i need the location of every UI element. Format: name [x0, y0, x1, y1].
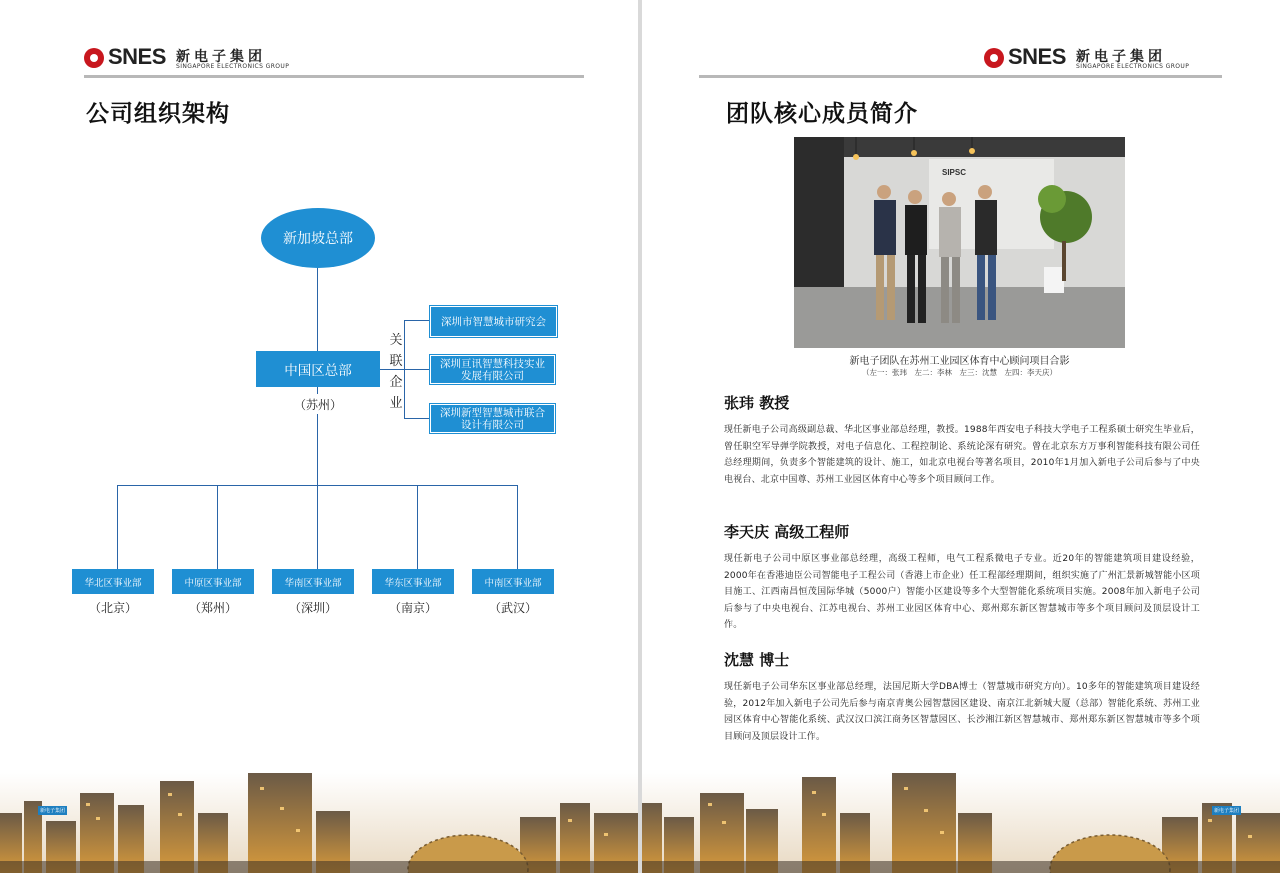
- member-bio: 现任新电子公司高级副总裁、华北区事业部总经理，教授。1988年西安电子科技大学电子工程系硕士研究生毕业后，曾任职空军导弹学院教授，对电子信息化、工程控制论、系统论深有研究。曾在北京东方万事利智能科技有限公司任总经理期间，负责多个智能建筑的设计、施工，如北京电视台等著名项目，2010年1月加入新电子公司后参与了中央电视台、北京中国尊、苏州工业园区体育中心等多个项目顾问工作。: [724, 425, 1200, 485]
- connector-line: [404, 418, 430, 419]
- affiliate-node: 深圳亘讯智慧科技实业发展有限公司: [430, 355, 555, 384]
- brand-name-cn: 新电子集团: [1076, 49, 1166, 65]
- org-node-headquarters: 新加坡总部: [261, 208, 375, 268]
- member-bio: 现任新电子公司华东区事业部总经理，法国尼斯大学DBA博士（智慧城市研究方向）。10多年的智能建筑项目建设经验，2012年加入新电子公司先后参与南京青奥公园智慧园区建设、南京江北新城大厦（总部）智能化系统、苏州工业园区体育中心智能化系统、武汉汉口滨江商务区智慧园区、长沙湘江新区智慧城市、郑州郑东新区智慧城市等多个项目顾问及顶层设计工作。: [724, 682, 1200, 742]
- division-location: （南京）: [388, 601, 437, 615]
- connector-line: [317, 414, 318, 486]
- brand-name-en: SINGAPORE ELECTRONICS GROUP: [1076, 63, 1190, 70]
- page-title: 公司组织架构: [86, 101, 230, 127]
- header-divider: [699, 75, 1222, 78]
- org-node-china-hq: 中国区总部: [256, 351, 380, 387]
- footer-badge: 新电子集团: [1214, 808, 1240, 814]
- photo-sign-text: SIPSC: [942, 168, 967, 177]
- page-title: 团队核心成员简介: [726, 101, 918, 127]
- connector-line: [404, 369, 430, 370]
- division-location: （武汉）: [488, 601, 537, 615]
- city-skyline-image: [642, 773, 1280, 873]
- connector-line: [117, 485, 118, 569]
- footer-badge: 新电子集团: [40, 808, 66, 814]
- connector-line: [317, 268, 318, 351]
- division-node: 华东区事业部: [372, 569, 454, 594]
- brand-name-cn: 新电子集团: [176, 49, 266, 65]
- right-page: [642, 0, 1280, 873]
- affiliates-label: 关联企业: [389, 333, 403, 411]
- connector-line: [317, 387, 318, 394]
- member-name: 李天庆 高级工程师: [724, 523, 850, 541]
- connector-line: [417, 485, 418, 569]
- member-profile: [724, 521, 1200, 634]
- left-page: [0, 0, 638, 873]
- connector-line: [217, 485, 218, 569]
- member-profile: [724, 649, 1200, 745]
- division-node: 华北区事业部: [72, 569, 154, 594]
- affiliate-node: 深圳新型智慧城市联合设计有限公司: [430, 404, 555, 433]
- division-node: 华南区事业部: [272, 569, 354, 594]
- division-location: （北京）: [88, 601, 137, 615]
- division-node: 中南区事业部: [472, 569, 554, 594]
- division-location: （郑州）: [188, 601, 237, 615]
- member-profile: [724, 392, 1200, 488]
- brand-logo-text: SNES: [1008, 44, 1066, 69]
- brand-logo-text: SNES: [108, 44, 166, 69]
- org-chart: [0, 0, 638, 700]
- org-node-china-hq-location: （苏州）: [293, 398, 342, 412]
- division-location: （深圳）: [288, 601, 337, 615]
- connector-line: [517, 485, 518, 569]
- photo-caption-detail: （左一：张玮 左二：李林 左三：沈慧 左四：李天庆）: [862, 368, 1057, 377]
- division-node: 中原区事业部: [172, 569, 254, 594]
- member-name: 张玮 教授: [724, 394, 790, 412]
- connector-line: [404, 320, 430, 321]
- affiliate-node: 深圳市智慧城市研究会: [430, 306, 557, 337]
- team-photo: [794, 137, 1125, 348]
- brand-name-en: SINGAPORE ELECTRONICS GROUP: [176, 63, 290, 70]
- member-name: 沈慧 博士: [724, 651, 790, 669]
- brand-logo-icon: [984, 48, 1004, 68]
- photo-caption: 新电子团队在苏州工业园区体育中心顾问项目合影: [849, 356, 1070, 367]
- city-skyline-image: [0, 773, 638, 873]
- member-bio: 现任新电子公司中原区事业部总经理，高级工程师，电气工程系微电子专业。近20年的智能建筑项目建设经验，2000年在香港迪臣公司智能电子工程公司（香港上市企业）任工程部经理期间，组织实施了广州汇景新城智能小区项目施工、江西南昌恒茂国际华城（5000户）智能小区建设等多个大型智能化系统项目实施。2008年加入新电子公司后参与了中央电视台、江苏电视台、苏州工业园区体育中心、郑州郑东新区智慧城市等多个项目顾问及顶层设计工作。: [724, 554, 1200, 630]
- connector-line: [317, 485, 318, 569]
